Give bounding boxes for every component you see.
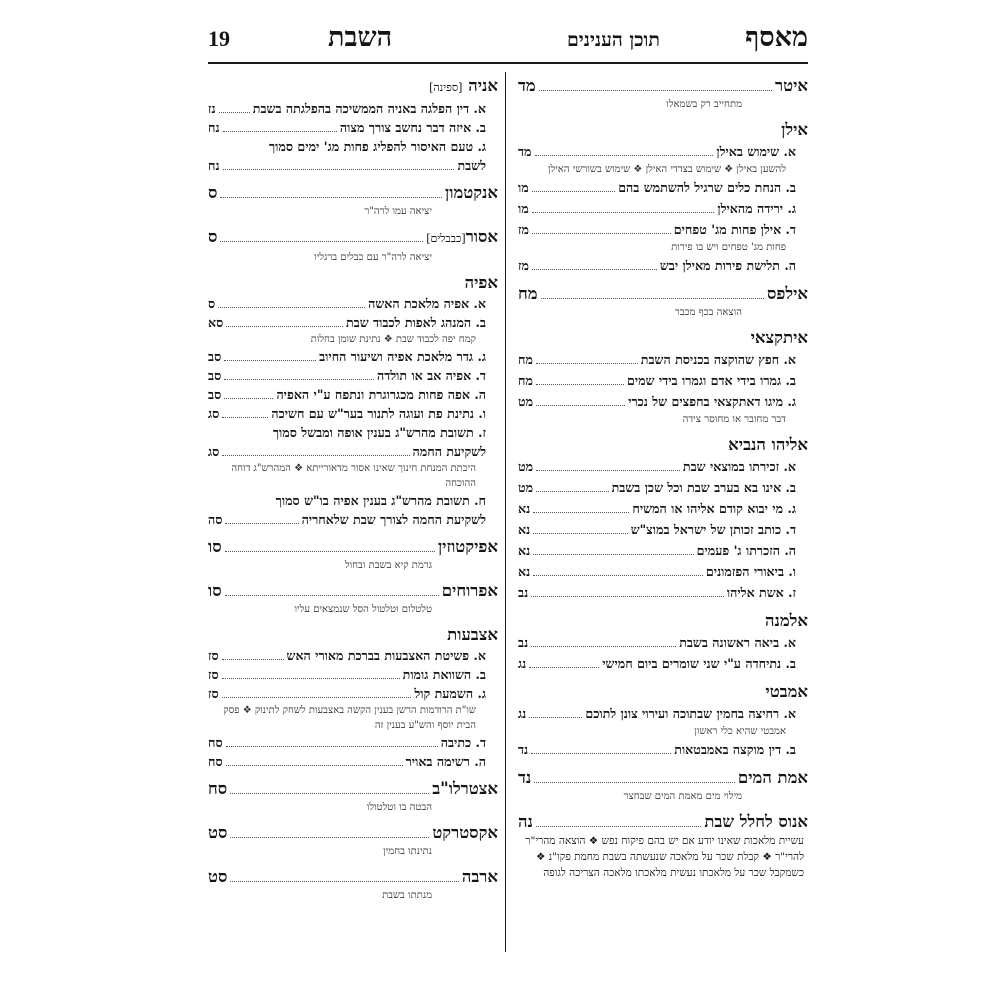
page-ref: מח bbox=[518, 373, 533, 388]
toc-entry bbox=[208, 822, 498, 859]
toc-entry bbox=[518, 119, 808, 276]
entry-text: אנקטמון bbox=[445, 183, 498, 202]
toc-entry bbox=[518, 75, 808, 112]
page-ref: סח bbox=[208, 779, 228, 798]
heading-bracket: [כבבלים] bbox=[426, 232, 466, 245]
page-ref: סז bbox=[208, 667, 219, 682]
page-ref: סז bbox=[208, 648, 219, 663]
leader-dots bbox=[226, 326, 343, 327]
page-ref: מח bbox=[518, 352, 533, 367]
page-ref: סג bbox=[208, 406, 220, 421]
subentry bbox=[518, 456, 808, 477]
subentry bbox=[208, 99, 498, 118]
entry-text: ד. כתיבה bbox=[440, 735, 486, 750]
page-ref: מו bbox=[518, 201, 529, 216]
page-ref: נא bbox=[518, 522, 531, 537]
entry-note: מנתתו בשבת bbox=[382, 890, 432, 901]
entry-text: ג. גדר מלאכת אפיה ושיעור החיוב bbox=[319, 349, 486, 364]
leader-dots bbox=[218, 307, 365, 308]
toc-entry bbox=[208, 272, 498, 529]
toc-entry bbox=[208, 580, 498, 617]
entry-heading bbox=[208, 75, 498, 99]
subentry bbox=[518, 391, 808, 412]
entry-text: ו. ביאורי הפזמונים bbox=[705, 564, 796, 579]
leader-dots bbox=[220, 241, 423, 242]
entry-text: ג. מיגו דאתקצאי בחפצים של נכרי bbox=[628, 394, 796, 409]
subentry bbox=[208, 313, 498, 332]
subentry bbox=[518, 255, 808, 276]
entry-text: ד. אפיה אב או תולדה bbox=[376, 368, 486, 383]
entry-heading bbox=[208, 580, 498, 602]
subentry bbox=[208, 118, 498, 137]
subentry-note: דבר מחובר או מחוסר צידה bbox=[682, 414, 786, 425]
entry-note: טלטלום וטלטול הסל שנמצאים עליו bbox=[294, 604, 432, 615]
subentry-note: קמח יפה לכבוד שבת ❖ נתינת שומן בחלות bbox=[310, 334, 476, 345]
toc-entry bbox=[208, 778, 498, 815]
entry-note: יציאה עמו לרה"ר bbox=[364, 206, 432, 217]
entry-text: ה. רשימה באויר bbox=[405, 754, 486, 769]
entry-heading bbox=[208, 226, 498, 250]
page-ref: נא bbox=[518, 564, 531, 579]
subentry bbox=[208, 347, 498, 366]
page-ref: נה bbox=[518, 812, 533, 831]
toc-entry bbox=[518, 610, 808, 674]
entry-heading bbox=[208, 624, 498, 646]
entry-heading bbox=[518, 434, 808, 456]
toc-entry bbox=[208, 624, 498, 771]
entry-heading bbox=[518, 119, 808, 141]
leader-dots bbox=[230, 837, 429, 838]
subentry-line: ג. טעם האיסור להפליג פחות מג' ימים סמוך bbox=[268, 139, 486, 154]
entry-note: הוצאה בכף מכבר bbox=[674, 307, 742, 318]
entry-text: ה. תלישת פירות מאילן יבש bbox=[659, 258, 796, 273]
subentry bbox=[518, 198, 808, 219]
leader-dots bbox=[532, 233, 671, 234]
page-ref: מט bbox=[518, 394, 534, 409]
entry-text: ב. המנהג לאפות לכבוד שבת bbox=[346, 315, 486, 330]
toc-entry bbox=[518, 434, 808, 603]
subentry bbox=[208, 156, 498, 175]
page-ref: סג bbox=[208, 444, 220, 459]
entry-text: ג. מי יבוא קודם אליהו או המשיח bbox=[632, 501, 796, 516]
toc-entry bbox=[208, 226, 498, 265]
right-column bbox=[518, 75, 808, 888]
entry-note: הבטה בו וטלטולו bbox=[366, 802, 432, 813]
heading-text: איתקצאי bbox=[750, 328, 808, 347]
page-ref: סט bbox=[208, 823, 228, 842]
entry-text: אצטרלו"ב bbox=[432, 779, 498, 798]
page-ref: סב bbox=[208, 349, 222, 364]
header-toc-label: תוכן הענינים bbox=[566, 29, 660, 51]
leader-dots bbox=[541, 298, 764, 299]
subentry bbox=[518, 370, 808, 391]
subentry bbox=[208, 646, 498, 665]
subentry bbox=[518, 349, 808, 370]
subentry bbox=[518, 519, 808, 540]
page-ref: סט bbox=[208, 867, 228, 886]
entry-heading bbox=[208, 866, 498, 888]
entry-text: אקסטרקט bbox=[432, 823, 498, 842]
subentry bbox=[208, 385, 498, 404]
subentry bbox=[208, 442, 498, 461]
page-ref: נז bbox=[208, 101, 216, 116]
entry-heading bbox=[518, 327, 808, 349]
page-ref: נב bbox=[518, 635, 529, 650]
subentry bbox=[518, 582, 808, 603]
page-ref: סז bbox=[208, 686, 219, 701]
page-ref: נד bbox=[518, 768, 532, 787]
leader-dots bbox=[222, 417, 268, 418]
entry-text: ב. אינו בא בערב שבת וכל שכן בשבת bbox=[611, 480, 796, 495]
heading-text: אליהו הנביא bbox=[728, 435, 808, 454]
heading-text: אילן bbox=[781, 120, 808, 139]
entry-heading bbox=[208, 536, 498, 558]
entry-text: א. חפץ שהוקצה בכניסת השבת bbox=[640, 352, 796, 367]
entry-text: א. זכירתו במוצאי שבת bbox=[682, 459, 796, 474]
entry-text: ד. כותב זכותן של ישראל במוצ"ש bbox=[630, 522, 796, 537]
subentry-note: פחות מג' טפחים ויש בו פירות bbox=[671, 242, 786, 253]
leader-dots bbox=[222, 697, 412, 698]
header-topic: השבת bbox=[328, 22, 393, 53]
subentry bbox=[518, 219, 808, 240]
leader-dots bbox=[533, 512, 629, 513]
subentry-note: היכתת המנחת חינוך שאינו אסור מדאורייתא ❖ המהרש"ג דוחה ההוכחה bbox=[231, 463, 476, 489]
entry-text: לשקיעת החמה לצורך שבת שלאחריה bbox=[301, 512, 486, 527]
entry-note: מתחייב רק בשמאלו bbox=[666, 99, 742, 110]
leader-dots bbox=[531, 596, 724, 597]
toc-entry bbox=[208, 866, 498, 903]
subentry bbox=[518, 141, 808, 162]
subentry-note: להשען באילן ❖ שימוש בצדדי האילן ❖ שימוש בשורשי האילן bbox=[547, 164, 786, 175]
page-ref: מד bbox=[518, 76, 536, 95]
subentry bbox=[208, 510, 498, 529]
leader-dots bbox=[226, 746, 438, 747]
page-ref: סב bbox=[208, 368, 222, 383]
page-ref: נא bbox=[518, 501, 531, 516]
entry-text: אמת המים bbox=[737, 768, 808, 787]
toc-entry bbox=[518, 283, 808, 320]
header-collection-name: מאסף bbox=[745, 22, 808, 53]
page-ref: נג bbox=[518, 706, 527, 721]
heading-text: אצבעות bbox=[447, 625, 498, 644]
page-ref: מט bbox=[518, 480, 534, 495]
entry-heading bbox=[208, 778, 498, 800]
leader-dots bbox=[224, 398, 273, 399]
entry-text: ב. דין מוקצה באמבטאות bbox=[674, 742, 796, 757]
leader-dots bbox=[224, 360, 316, 361]
leader-dots bbox=[532, 269, 657, 270]
page-ref: נג bbox=[518, 656, 527, 671]
entry-text: א. אפיה מלאכת האשה bbox=[368, 296, 486, 311]
page-ref: ס bbox=[208, 296, 216, 311]
entry-text: ה. הזכרתו ג' פעמים bbox=[696, 543, 796, 558]
subentry-line: ז. תשובת מהרש"ג בענין אופה ומבשל סמוך bbox=[272, 425, 486, 440]
subentry bbox=[518, 498, 808, 519]
entry-text: ב. נתיחדה ע"י שני שומרים ביום חמישי bbox=[602, 656, 796, 671]
entry-text: איטר bbox=[775, 76, 808, 95]
leader-dots bbox=[536, 826, 701, 827]
entry-heading bbox=[518, 610, 808, 632]
entry-text: ג. השמעת קול bbox=[414, 686, 486, 701]
page-ref: נד bbox=[518, 742, 529, 757]
entry-text: ז. אשת אליהו bbox=[726, 585, 796, 600]
entry-text: אפרוחים bbox=[441, 581, 498, 600]
page-ref: מז bbox=[518, 258, 529, 273]
subentry bbox=[518, 703, 808, 724]
page-ref: סב bbox=[208, 387, 222, 402]
toc-entry bbox=[518, 767, 808, 804]
leader-dots bbox=[529, 717, 582, 718]
entry-text: לשבת bbox=[457, 158, 486, 173]
entry-note: מילוי מים מאמת המים שבחצר bbox=[623, 791, 742, 802]
leader-dots bbox=[536, 470, 680, 471]
leader-dots bbox=[222, 455, 409, 456]
leader-dots bbox=[531, 646, 676, 647]
entry-text: ד. אילן פחות מג' טפחים bbox=[673, 222, 796, 237]
leader-dots bbox=[230, 881, 458, 882]
subentry-line: ח. תשובת מהרש"ג בענין אפיה בו"ש סמוך bbox=[275, 493, 486, 508]
leader-dots bbox=[219, 112, 250, 113]
page-ref: סח bbox=[208, 735, 223, 750]
leader-dots bbox=[536, 384, 624, 385]
leader-dots bbox=[535, 155, 714, 156]
subentry-note: אמבטי שהיא כלי ראשון bbox=[694, 726, 786, 737]
heading-text: אפיה bbox=[464, 273, 498, 292]
toc-entry bbox=[208, 75, 498, 175]
subentry bbox=[518, 477, 808, 498]
page-ref: מז bbox=[518, 222, 529, 237]
leader-dots bbox=[225, 595, 439, 596]
entry-note: יציאה לרה"ר עם כבלים ברגליו bbox=[314, 252, 432, 263]
page-ref: סה bbox=[208, 512, 223, 527]
leader-dots bbox=[223, 169, 455, 170]
heading-text: אניה bbox=[468, 76, 498, 95]
leader-dots bbox=[222, 678, 400, 679]
page-ref: נב bbox=[518, 585, 529, 600]
heading-bracket: [ספינה] bbox=[429, 81, 463, 94]
page-ref: סח bbox=[208, 754, 223, 769]
entry-text: אסור bbox=[465, 227, 498, 246]
entry-text: אנוס לחלל שבת bbox=[704, 812, 808, 831]
leader-dots bbox=[220, 197, 442, 198]
entry-note: נתינתו בחמין bbox=[383, 846, 432, 857]
entry-text: א. דין הפלגה באניה הממשיכה בהפלגתה בשבת bbox=[252, 101, 486, 116]
leader-dots bbox=[536, 363, 638, 364]
entry-text: לשקיעת החמה bbox=[412, 444, 486, 459]
heading-text: אמבטי bbox=[765, 682, 808, 701]
leader-dots bbox=[222, 659, 284, 660]
subentry bbox=[208, 733, 498, 752]
entry-heading bbox=[518, 75, 808, 97]
heading-text: אלמנה bbox=[765, 611, 808, 630]
entry-note: גרמת קיא בשבת ובחול bbox=[344, 560, 432, 571]
subentry bbox=[518, 177, 808, 198]
entry-text: ב. גמרו בידי אדם וגמרו בידי שמים bbox=[626, 373, 796, 388]
subentry bbox=[208, 404, 498, 423]
entry-text: ב. איזה דבר נחשב צורך מצוה bbox=[339, 120, 486, 135]
page-ref: נא bbox=[518, 543, 531, 558]
entry-heading bbox=[208, 822, 498, 844]
entry-heading bbox=[518, 811, 808, 833]
page-ref: נח bbox=[208, 158, 220, 173]
leader-dots bbox=[225, 551, 435, 552]
entry-text: א. פשיטת האצבעות בברכת מאורי האש bbox=[286, 648, 486, 663]
subentry bbox=[518, 561, 808, 582]
entry-heading bbox=[518, 283, 808, 305]
entry-text: ב. הנחת כלים שרגיל להשתמש בהם bbox=[618, 180, 796, 195]
leader-dots bbox=[534, 782, 735, 783]
subentry bbox=[518, 540, 808, 561]
entry-text: ב. השוואת גומות bbox=[402, 667, 486, 682]
page-ref: ס bbox=[208, 227, 218, 246]
toc-entry bbox=[208, 536, 498, 573]
page-ref: סו bbox=[208, 537, 222, 556]
leader-dots bbox=[532, 212, 715, 213]
leader-dots bbox=[533, 533, 628, 534]
left-column bbox=[208, 75, 498, 910]
entry-heading bbox=[518, 681, 808, 703]
subentry-note: שו"ת הרודמות הרשן בענין הקשה באצבעות לשחק לתינוק ❖ פסק הבית יוסף והש"ע בענין זה bbox=[223, 705, 476, 731]
leader-dots bbox=[531, 753, 671, 754]
subentry bbox=[208, 665, 498, 684]
entry-text: אפיקטוזין bbox=[437, 537, 498, 556]
leader-dots bbox=[223, 131, 337, 132]
leader-dots bbox=[532, 191, 616, 192]
subentry bbox=[518, 632, 808, 653]
subentry bbox=[518, 739, 808, 760]
page-ref: נח bbox=[208, 120, 220, 135]
leader-dots bbox=[536, 491, 609, 492]
entry-text: ו. נתינת פת ועוגה לתנור בער"ש עם חשיכה bbox=[271, 406, 486, 421]
leader-dots bbox=[224, 379, 374, 380]
leader-dots bbox=[533, 554, 693, 555]
subentry bbox=[208, 366, 498, 385]
page-ref: סא bbox=[208, 315, 224, 330]
leader-dots bbox=[226, 765, 403, 766]
entry-heading bbox=[208, 272, 498, 294]
toc-entry bbox=[518, 327, 808, 427]
leader-dots bbox=[225, 523, 298, 524]
toc-entry bbox=[208, 182, 498, 219]
subentry bbox=[208, 684, 498, 703]
toc-entry bbox=[518, 811, 808, 881]
entry-text: ארבה bbox=[461, 867, 498, 886]
leader-dots bbox=[539, 90, 772, 91]
toc-entry bbox=[518, 681, 808, 760]
subentry bbox=[208, 752, 498, 771]
page-header bbox=[208, 22, 808, 64]
column-divider bbox=[505, 72, 506, 952]
entry-text: א. שימוש באילן bbox=[716, 144, 796, 159]
page-ref: ס bbox=[208, 183, 218, 202]
page-ref: מו bbox=[518, 180, 529, 195]
leader-dots bbox=[533, 575, 703, 576]
entry-heading bbox=[208, 182, 498, 204]
leader-dots bbox=[529, 667, 599, 668]
page-number: 19 bbox=[208, 26, 230, 51]
entry-text: ה. אפה פחות מכגרוגרת ונתפח ע"י האפיה bbox=[276, 387, 486, 402]
entry-text: אילפס bbox=[766, 284, 808, 303]
page-ref: מד bbox=[518, 144, 532, 159]
leader-dots bbox=[230, 793, 429, 794]
page-ref: מט bbox=[518, 459, 534, 474]
subentry bbox=[518, 653, 808, 674]
entry-long-note: עשיית מלאכות שאינו יודע אם יש בהם פיקוח נפש ❖ הוצאה מהרי"ר להרי"ר ❖ קבלת שכר על מלאכה שנעשתה בשבת מחמת פקו"נ ❖ כשמקבל שכר על מלאכתו נעשית מלאכתו מלאכה הצריכה לגופה bbox=[525, 835, 804, 879]
page-ref: מח bbox=[518, 284, 538, 303]
subentry bbox=[208, 294, 498, 313]
entry-text: ג. ירידה מהאילן bbox=[717, 201, 796, 216]
page-ref: סו bbox=[208, 581, 222, 600]
entry-text: א. רחיצה בחמין שבתוכה ועירוי צונן לתוכם bbox=[585, 706, 796, 721]
leader-dots bbox=[536, 405, 625, 406]
entry-text: א. ביאה ראשונה בשבת bbox=[679, 635, 796, 650]
entry-heading bbox=[518, 767, 808, 789]
